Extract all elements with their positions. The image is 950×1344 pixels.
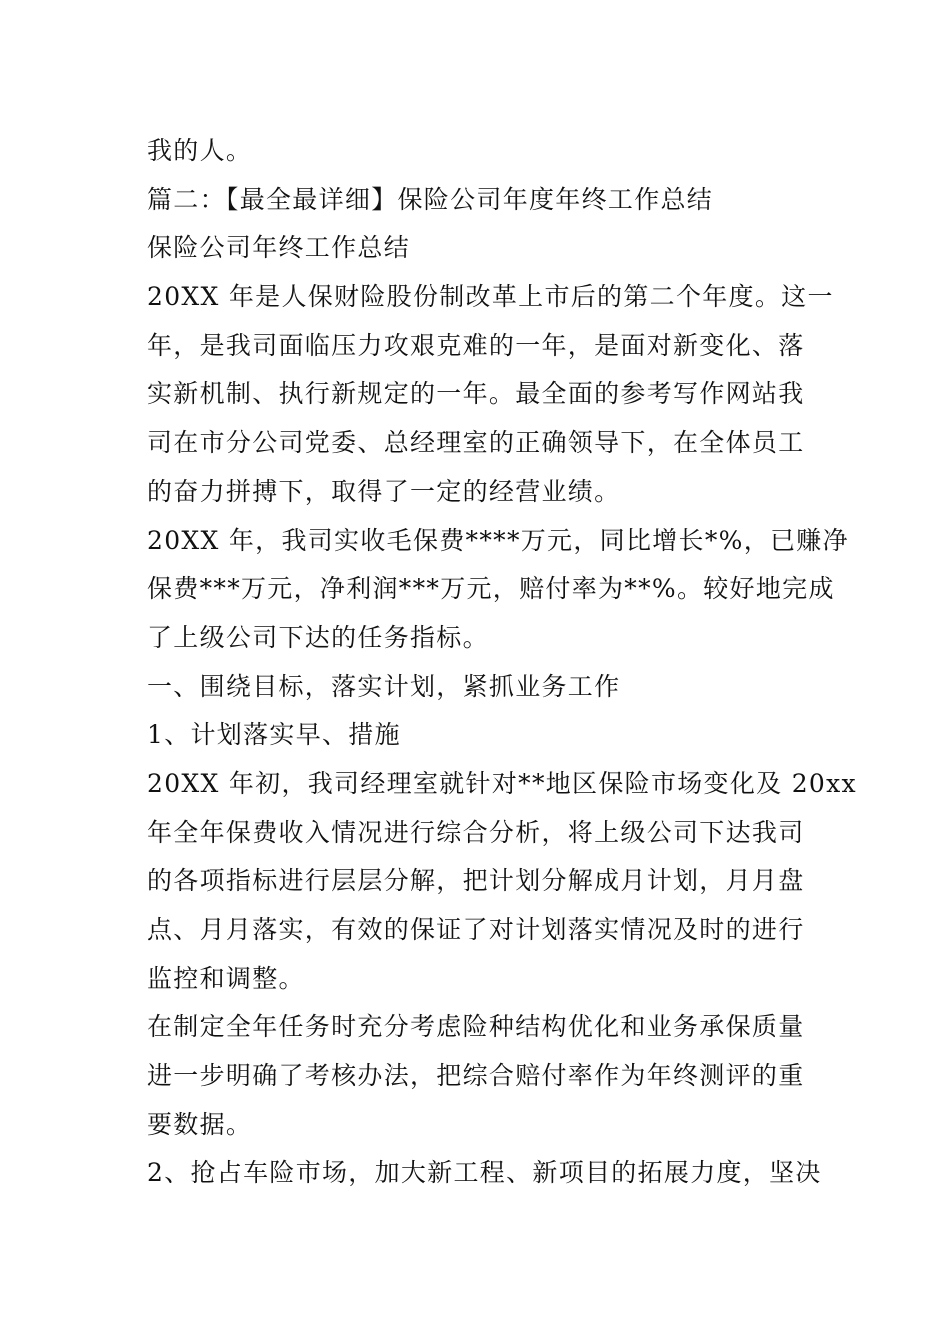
text-line: 年全年保费收入情况进行综合分析，将上级公司下达我司 (147, 817, 805, 847)
section-heading: 一、围绕目标，落实计划，紧抓业务工作 (147, 671, 621, 701)
section-heading: 篇二：【最全最详细】保险公司年度年终工作总结 (147, 184, 714, 214)
subsection-heading: 2、抢占车险市场，加大新工程、新项目的拓展力度，坚决 (147, 1158, 822, 1188)
text-line: 点、月月落实，有效的保证了对计划落实情况及时的进行 (147, 915, 805, 944)
text-line: 监控和调整。 (147, 963, 305, 993)
document-title: 保险公司年终工作总结 (147, 233, 411, 263)
text-line: 20XX 年，我司实收毛保费****万元，同比增长*%，已赚净 (147, 525, 849, 555)
subsection-heading: 1、计划落实早、措施 (147, 720, 401, 750)
text-line: 实新机制、执行新规定的一年。最全面的参考写作网站我 (147, 379, 805, 409)
text-line: 在制定全年任务时充分考虑险种结构优化和业务承保质量 (147, 1012, 805, 1042)
text-line: 20XX 年初，我司经理室就针对**地区保险市场变化及 20xx (147, 768, 857, 798)
text-line: 进一步明确了考核办法，把综合赔付率作为年终测评的重 (147, 1061, 805, 1091)
text-line: 要数据。 (147, 1109, 253, 1139)
text-line: 我的人。 (147, 136, 253, 165)
text-line: 20XX 年是人保财险股份制改革上市后的第二个年度。这一 (147, 282, 834, 312)
text-line: 司在市分公司党委、总经理室的正确领导下，在全体员工 (147, 428, 805, 458)
text-line: 了上级公司下达的任务指标。 (147, 622, 489, 652)
document-body (147, 127, 857, 1198)
text-line: 保费***万元，净利润***万元，赔付率为**%。较好地完成 (147, 574, 835, 604)
text-line: 的各项指标进行层层分解，把计划分解成月计划，月月盘 (147, 866, 805, 896)
text-line: 年，是我司面临压力攻艰克难的一年，是面对新变化、落 (147, 330, 805, 360)
text-line: 的奋力拼搏下，取得了一定的经营业绩。 (147, 476, 621, 506)
